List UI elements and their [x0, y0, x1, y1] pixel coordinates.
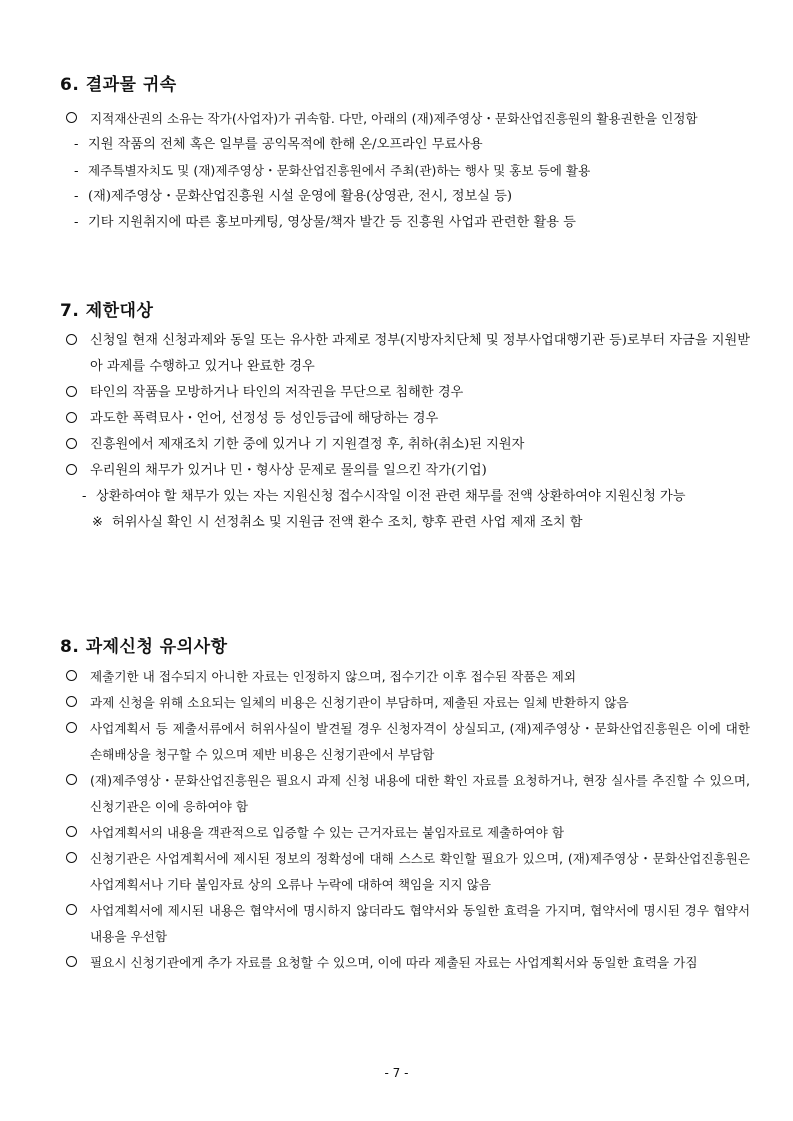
- list-item: 과제 신청을 위해 소요되는 일체의 비용은 신청기관이 부담하며, 제출된 자료는 일체 반환하지 않음: [60, 690, 750, 716]
- list-item: - 지원 작품의 전체 혹은 일부를 공익목적에 한해 온/오프라인 무료사용: [74, 137, 483, 152]
- circle-bullet-icon: [66, 438, 77, 449]
- circle-bullet-icon: [66, 696, 77, 707]
- list-item: 사업계획서 등 제출서류에서 허위사실이 발견될 경우 신청자격이 상실되고, (재)제주영상・문화산업진흥원은 이에 대한 손해배상을 청구할 수 있으며 제반 비용은 신청기관에서 부담함: [60, 716, 750, 768]
- circle-bullet-icon: [66, 852, 77, 863]
- section-result-ownership: [60, 74, 750, 236]
- list-item: 타인의 작품을 모방하거나 타인의 저작권을 무단으로 침해한 경우: [60, 380, 750, 406]
- reference-mark: ※: [92, 515, 104, 530]
- section-heading: 8. 과제신청 유의사항: [60, 637, 228, 657]
- section-application-notes: [60, 636, 750, 976]
- list-item: 제출기한 내 접수되지 아니한 자료는 인정하지 않으며, 접수기간 이후 접수된 작품은 제외: [60, 664, 750, 690]
- circle-bullet-icon: [66, 112, 77, 123]
- list-item: 신청기관은 사업계획서에 제시된 정보의 정확성에 대해 스스로 확인할 필요가 있으며, (재)제주영상・문화산업진흥원은 사업계획서나 기타 붙임자료 상의 오류나 누락에 대하여 책임을 지지 않음: [60, 846, 750, 898]
- list-item: 신청일 현재 신청과제와 동일 또는 유사한 과제로 정부(지방자치단체 및 정부사업대행기관 등)로부터 자금을 지원받아 과제를 수행하고 있거나 완료한 경우: [60, 328, 750, 380]
- list-item: - 상환하여야 할 채무가 있는 자는 지원신청 접수시작일 이전 관련 채무를 전액 상환하여야 지원신청 가능: [82, 489, 686, 504]
- note-item: ※ 허위사실 확인 시 선정취소 및 지원금 전액 환수 조치, 향후 관련 사업 제재 조치 함: [60, 510, 750, 536]
- circle-bullet-icon: [66, 956, 77, 967]
- list-item: - (재)제주영상・문화산업진흥원 시설 운영에 활용(상영관, 전시, 정보실 등): [74, 189, 512, 204]
- circle-bullet-icon: [66, 412, 77, 423]
- circle-bullet-icon: [66, 670, 77, 681]
- circle-bullet-icon: [66, 904, 77, 915]
- list-item: 사업계획서의 내용을 객관적으로 입증할 수 있는 근거자료는 붙임자료로 제출하여야 함: [60, 820, 750, 846]
- list-item: 필요시 신청기관에게 추가 자료를 요청할 수 있으며, 이에 따라 제출된 자료는 사업계획서와 동일한 효력을 가짐: [60, 950, 750, 976]
- list-item: 진흥원에서 제재조치 기한 중에 있거나 기 지원결정 후, 취하(취소)된 지원자: [60, 432, 750, 458]
- circle-bullet-icon: [66, 334, 77, 345]
- page-number: - 7 -: [384, 1066, 409, 1080]
- section-heading: 7. 제한대상: [60, 301, 154, 321]
- circle-bullet-icon: [66, 774, 77, 785]
- list-item: 과도한 폭력묘사・언어, 선정성 등 성인등급에 해당하는 경우: [60, 406, 750, 432]
- list-item: (재)제주영상・문화산업진흥원은 필요시 과제 신청 내용에 대한 확인 자료를 요청하거나, 현장 실사를 추진할 수 있으며, 신청기관은 이에 응하여야 함: [60, 768, 750, 820]
- list-item: 우리원의 채무가 있거나 민・형사상 문제로 물의를 일으킨 작가(기업): [60, 458, 750, 484]
- list-item: 지적재산권의 소유는 작가(사업자)가 귀속함. 다만, 아래의 (재)제주영상・문화산업진흥원의 활용권한을 인정함: [60, 106, 750, 132]
- section-restrictions: [60, 300, 750, 536]
- section-heading: 6. 결과물 귀속: [60, 75, 177, 95]
- circle-bullet-icon: [66, 826, 77, 837]
- circle-bullet-icon: [66, 722, 77, 733]
- circle-bullet-icon: [66, 386, 77, 397]
- list-item: - 제주특별자치도 및 (재)제주영상・문화산업진흥원에서 주최(관)하는 행사 및 홍보 등에 활용: [74, 163, 591, 178]
- list-item: 사업계획서에 제시된 내용은 협약서에 명시하지 않더라도 협약서와 동일한 효력을 가지며, 협약서에 명시된 경우 협약서 내용을 우선함: [60, 898, 750, 950]
- circle-bullet-icon: [66, 464, 77, 475]
- list-item: - 기타 지원취지에 따른 홍보마케팅, 영상물/책자 발간 등 진흥원 사업과 관련한 활용 등: [74, 215, 576, 230]
